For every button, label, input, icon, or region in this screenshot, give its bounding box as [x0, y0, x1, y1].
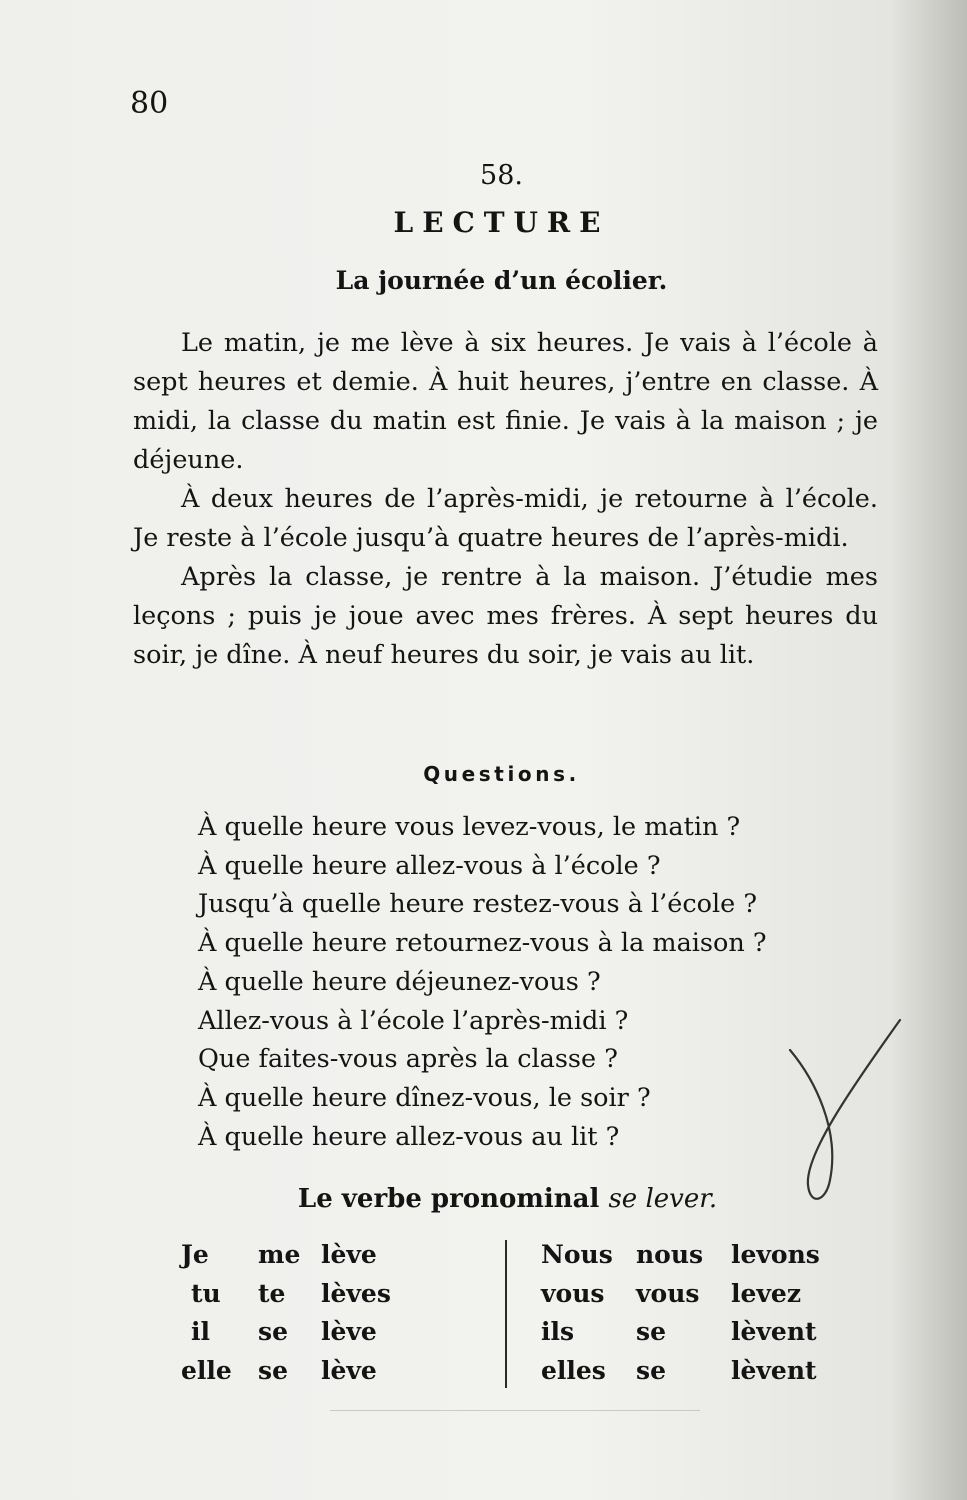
conjugation-row: elles se lèvent [541, 1355, 817, 1385]
conjugation-row: vous vous levez [541, 1278, 802, 1308]
conjugation-row: Nous nous levons [541, 1240, 820, 1269]
question-item: À quelle heure allez-vous à l’école ? [198, 850, 661, 881]
question-item: À quelle heure dînez-vous, le soir ? [198, 1082, 651, 1113]
question-item: À quelle heure retournez-vous à la maison ? [198, 928, 767, 959]
reading-paragraph: Le matin, je me lève à six heures. Je vais à l’école à sept heures et demie. À huit heures, j’entre en classe. À midi, la classe du matin est finie. Je vais à la maison ; je déjeune. [133, 328, 878, 475]
conjugation-row: Je me lève [181, 1240, 377, 1269]
conjugation-row: elle se lève [181, 1355, 377, 1385]
questions-heading: Questions. [423, 762, 580, 786]
question-item: Que faites-vous après la classe ? [198, 1044, 618, 1075]
section-number: 58. [480, 160, 523, 191]
reading-paragraph: Après la classe, je rentre à la maison. J’étudie mes leçons ; puis je joue avec mes frères. À sept heures du soir, je dîne. À neuf heures du soir, je vais au lit. [133, 562, 878, 670]
reading-title: La journée d’un écolier. [335, 266, 668, 295]
question-item: Allez-vous à l’école l’après-midi ? [198, 1005, 629, 1036]
handwritten-check-mark-icon [760, 980, 920, 1210]
verb-title: Le verbe pronominal se lever. [297, 1184, 718, 1214]
question-item: À quelle heure vous levez-vous, le matin ? [198, 812, 741, 842]
conjugation-singular [181, 1236, 481, 1390]
conjugation-plural [541, 1236, 841, 1390]
page-number: 80 [130, 86, 169, 121]
conjugation-row: ils se lèvent [541, 1317, 817, 1346]
questions-list [198, 808, 767, 1156]
question-item: Jusqu’à quelle heure restez-vous à l’école ? [198, 889, 758, 920]
column-divider [505, 1240, 507, 1388]
conjugation-row: tu te lèves [191, 1278, 391, 1308]
bottom-rule [330, 1410, 700, 1411]
reading-text [133, 324, 878, 675]
conjugation-row: il se lève [191, 1317, 377, 1346]
reading-paragraph: À deux heures de l’après-midi, je retourne à l’école. Je reste à l’école jusqu’à quatre heures de l’après-midi. [133, 484, 878, 553]
lecture-heading: LECTURE [393, 206, 610, 239]
question-item: À quelle heure déjeunez-vous ? [198, 966, 601, 997]
question-item: À quelle heure allez-vous au lit ? [198, 1121, 620, 1152]
